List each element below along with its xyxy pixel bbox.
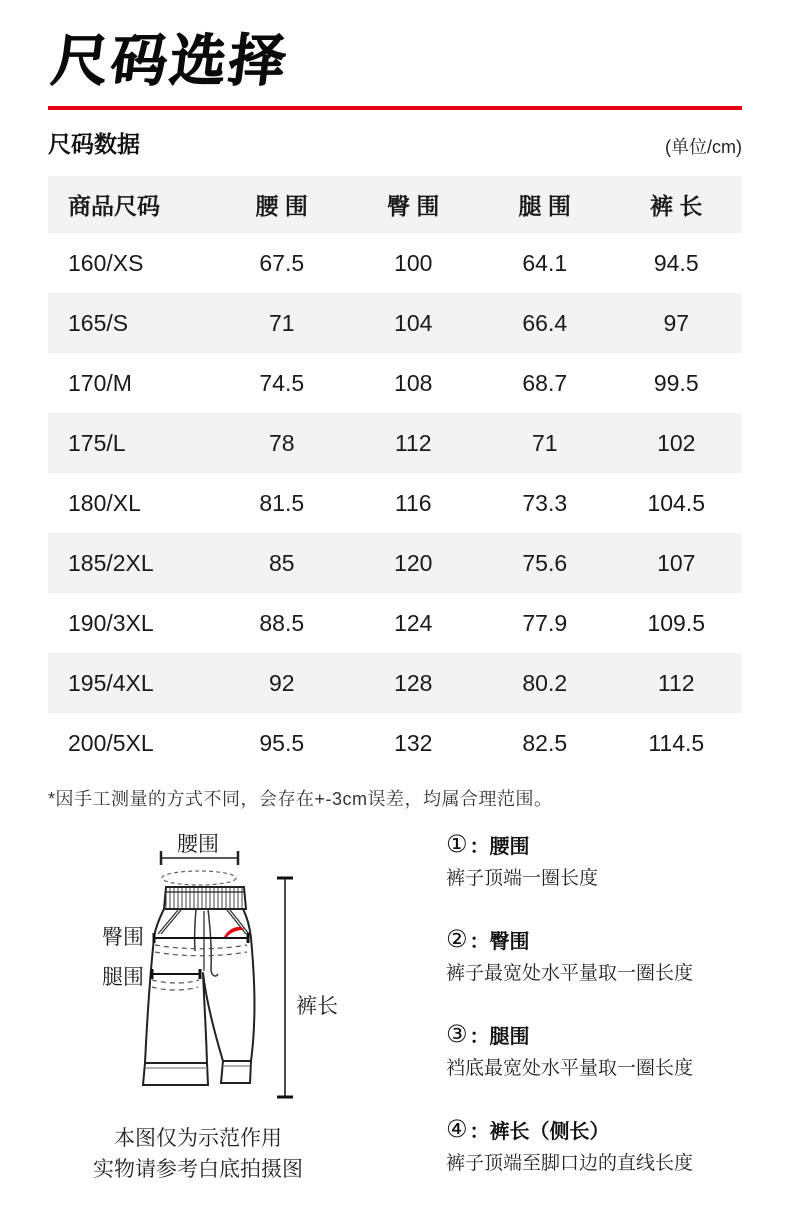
table-row (48, 293, 742, 353)
hip-cell: 112 (394, 429, 432, 456)
length-cell: 112 (657, 669, 695, 696)
legend-item-hip (446, 924, 742, 988)
table-row (48, 233, 742, 293)
section-title: 尺码数据 (48, 131, 140, 157)
circled-number-icon: ③ (446, 1020, 468, 1048)
hip-cell: 116 (394, 489, 432, 516)
size-table (48, 176, 742, 773)
section-head (48, 126, 742, 159)
pants-measurement-diagram (48, 821, 408, 1121)
table-row (48, 353, 742, 413)
hip-cell: 108 (394, 369, 433, 396)
size-cell: 190/3XL (68, 609, 154, 636)
hip-label: 臀围 (102, 926, 144, 949)
circled-number-icon: ① (446, 830, 468, 858)
waist-cell: 85 (268, 549, 295, 576)
legend-item-length (446, 1114, 742, 1178)
measurement-footnote: *因手工测量的方式不同，会存在+-3cm误差，均属合理范围。 (48, 789, 553, 809)
hip-cell: 128 (394, 669, 433, 696)
size-cell: 195/4XL (68, 669, 154, 696)
table-row (48, 653, 742, 713)
size-cell: 185/2XL (68, 549, 154, 576)
caption-line-2: 实物请参考白底拍摄图 (93, 1158, 303, 1181)
diagram-caption (48, 1123, 348, 1185)
length-cell: 99.5 (653, 369, 699, 396)
legend-term: 腿围 (489, 1025, 530, 1048)
waist-cell: 74.5 (259, 369, 305, 396)
red-divider (48, 106, 742, 110)
legend-description: 裤子顶端至脚口边的直线长度 (446, 1153, 694, 1174)
circled-number-icon: ② (446, 925, 468, 953)
waist-cell: 78 (268, 429, 295, 456)
length-cell: 114.5 (648, 729, 705, 756)
hip-cell: 124 (394, 609, 433, 636)
pants-outline (145, 909, 254, 1063)
thigh-label: 腿围 (102, 966, 144, 989)
length-cell: 97 (663, 309, 690, 336)
legend-separator: ： (469, 930, 490, 953)
thigh-cell: 73.3 (522, 489, 568, 516)
table-row (48, 713, 742, 773)
pants-diagram-column (48, 821, 408, 1185)
length-label: 裤长 (296, 995, 338, 1018)
table-row (48, 533, 742, 593)
legend-description: 裤子顶端一圈长度 (446, 868, 599, 889)
measurement-guide (48, 821, 742, 1185)
header-waist: 腰 围 (255, 193, 308, 219)
thigh-cell: 66.4 (522, 309, 568, 336)
waist-cell: 92 (268, 669, 295, 696)
length-cell: 102 (657, 429, 696, 456)
hip-cell: 104 (394, 309, 433, 336)
measurement-legend (408, 821, 742, 1178)
legend-item-thigh (446, 1019, 742, 1083)
waist-label: 腰围 (177, 833, 219, 856)
thigh-cell: 68.7 (522, 369, 568, 396)
header-size: 商品尺码 (68, 193, 160, 219)
length-cell: 104.5 (647, 489, 706, 516)
length-cell: 94.5 (653, 249, 699, 276)
legend-description: 裤子最宽处水平量取一圈长度 (446, 963, 694, 984)
thigh-cell: 64.1 (522, 249, 568, 276)
thigh-cell: 80.2 (522, 669, 568, 696)
legend-term: 裤长（侧长） (489, 1120, 610, 1143)
size-cell: 160/XS (68, 249, 144, 276)
legend-separator: ： (469, 1025, 490, 1048)
size-cell: 175/L (68, 429, 126, 456)
hip-cell: 100 (394, 249, 433, 276)
waist-cell: 88.5 (259, 609, 305, 636)
hip-cell: 120 (394, 549, 433, 576)
length-cell: 107 (657, 549, 696, 576)
header-thigh: 腿 围 (518, 193, 571, 219)
thigh-cell: 82.5 (522, 729, 568, 756)
legend-title (446, 1019, 742, 1049)
table-row (48, 593, 742, 653)
waist-cell: 71 (268, 309, 295, 336)
header-length: 裤 长 (650, 193, 703, 219)
legend-separator: ： (469, 835, 490, 858)
size-cell: 200/5XL (68, 729, 154, 756)
size-cell: 170/M (68, 369, 132, 396)
length-cell: 109.5 (647, 609, 706, 636)
waist-cell: 81.5 (259, 489, 305, 516)
circled-number-icon: ④ (446, 1115, 468, 1143)
unit-label: (单位/cm) (665, 137, 742, 157)
legend-title (446, 924, 742, 954)
page-title: 尺码选择 (48, 29, 293, 92)
thigh-cell: 71 (531, 429, 558, 456)
caption-line-1: 本图仅为示范作用 (114, 1127, 282, 1150)
waist-cell: 95.5 (259, 729, 305, 756)
header-hip: 臀 围 (387, 193, 440, 219)
waist-cell: 67.5 (259, 249, 305, 276)
size-cell: 165/S (68, 309, 129, 336)
thigh-cell: 75.6 (522, 549, 568, 576)
legend-title (446, 1114, 742, 1144)
legend-title (446, 829, 742, 859)
table-row (48, 473, 742, 533)
legend-term: 臀围 (489, 930, 530, 953)
legend-term: 腰围 (489, 835, 530, 858)
hip-cell: 132 (394, 729, 433, 756)
thigh-cell: 77.9 (522, 609, 568, 636)
legend-item-waist (446, 829, 742, 893)
legend-separator: ： (469, 1120, 490, 1143)
legend-description: 裆底最宽处水平量取一圈长度 (446, 1058, 694, 1079)
table-row (48, 413, 742, 473)
size-cell: 180/XL (68, 489, 141, 516)
table-header-row (48, 176, 742, 233)
